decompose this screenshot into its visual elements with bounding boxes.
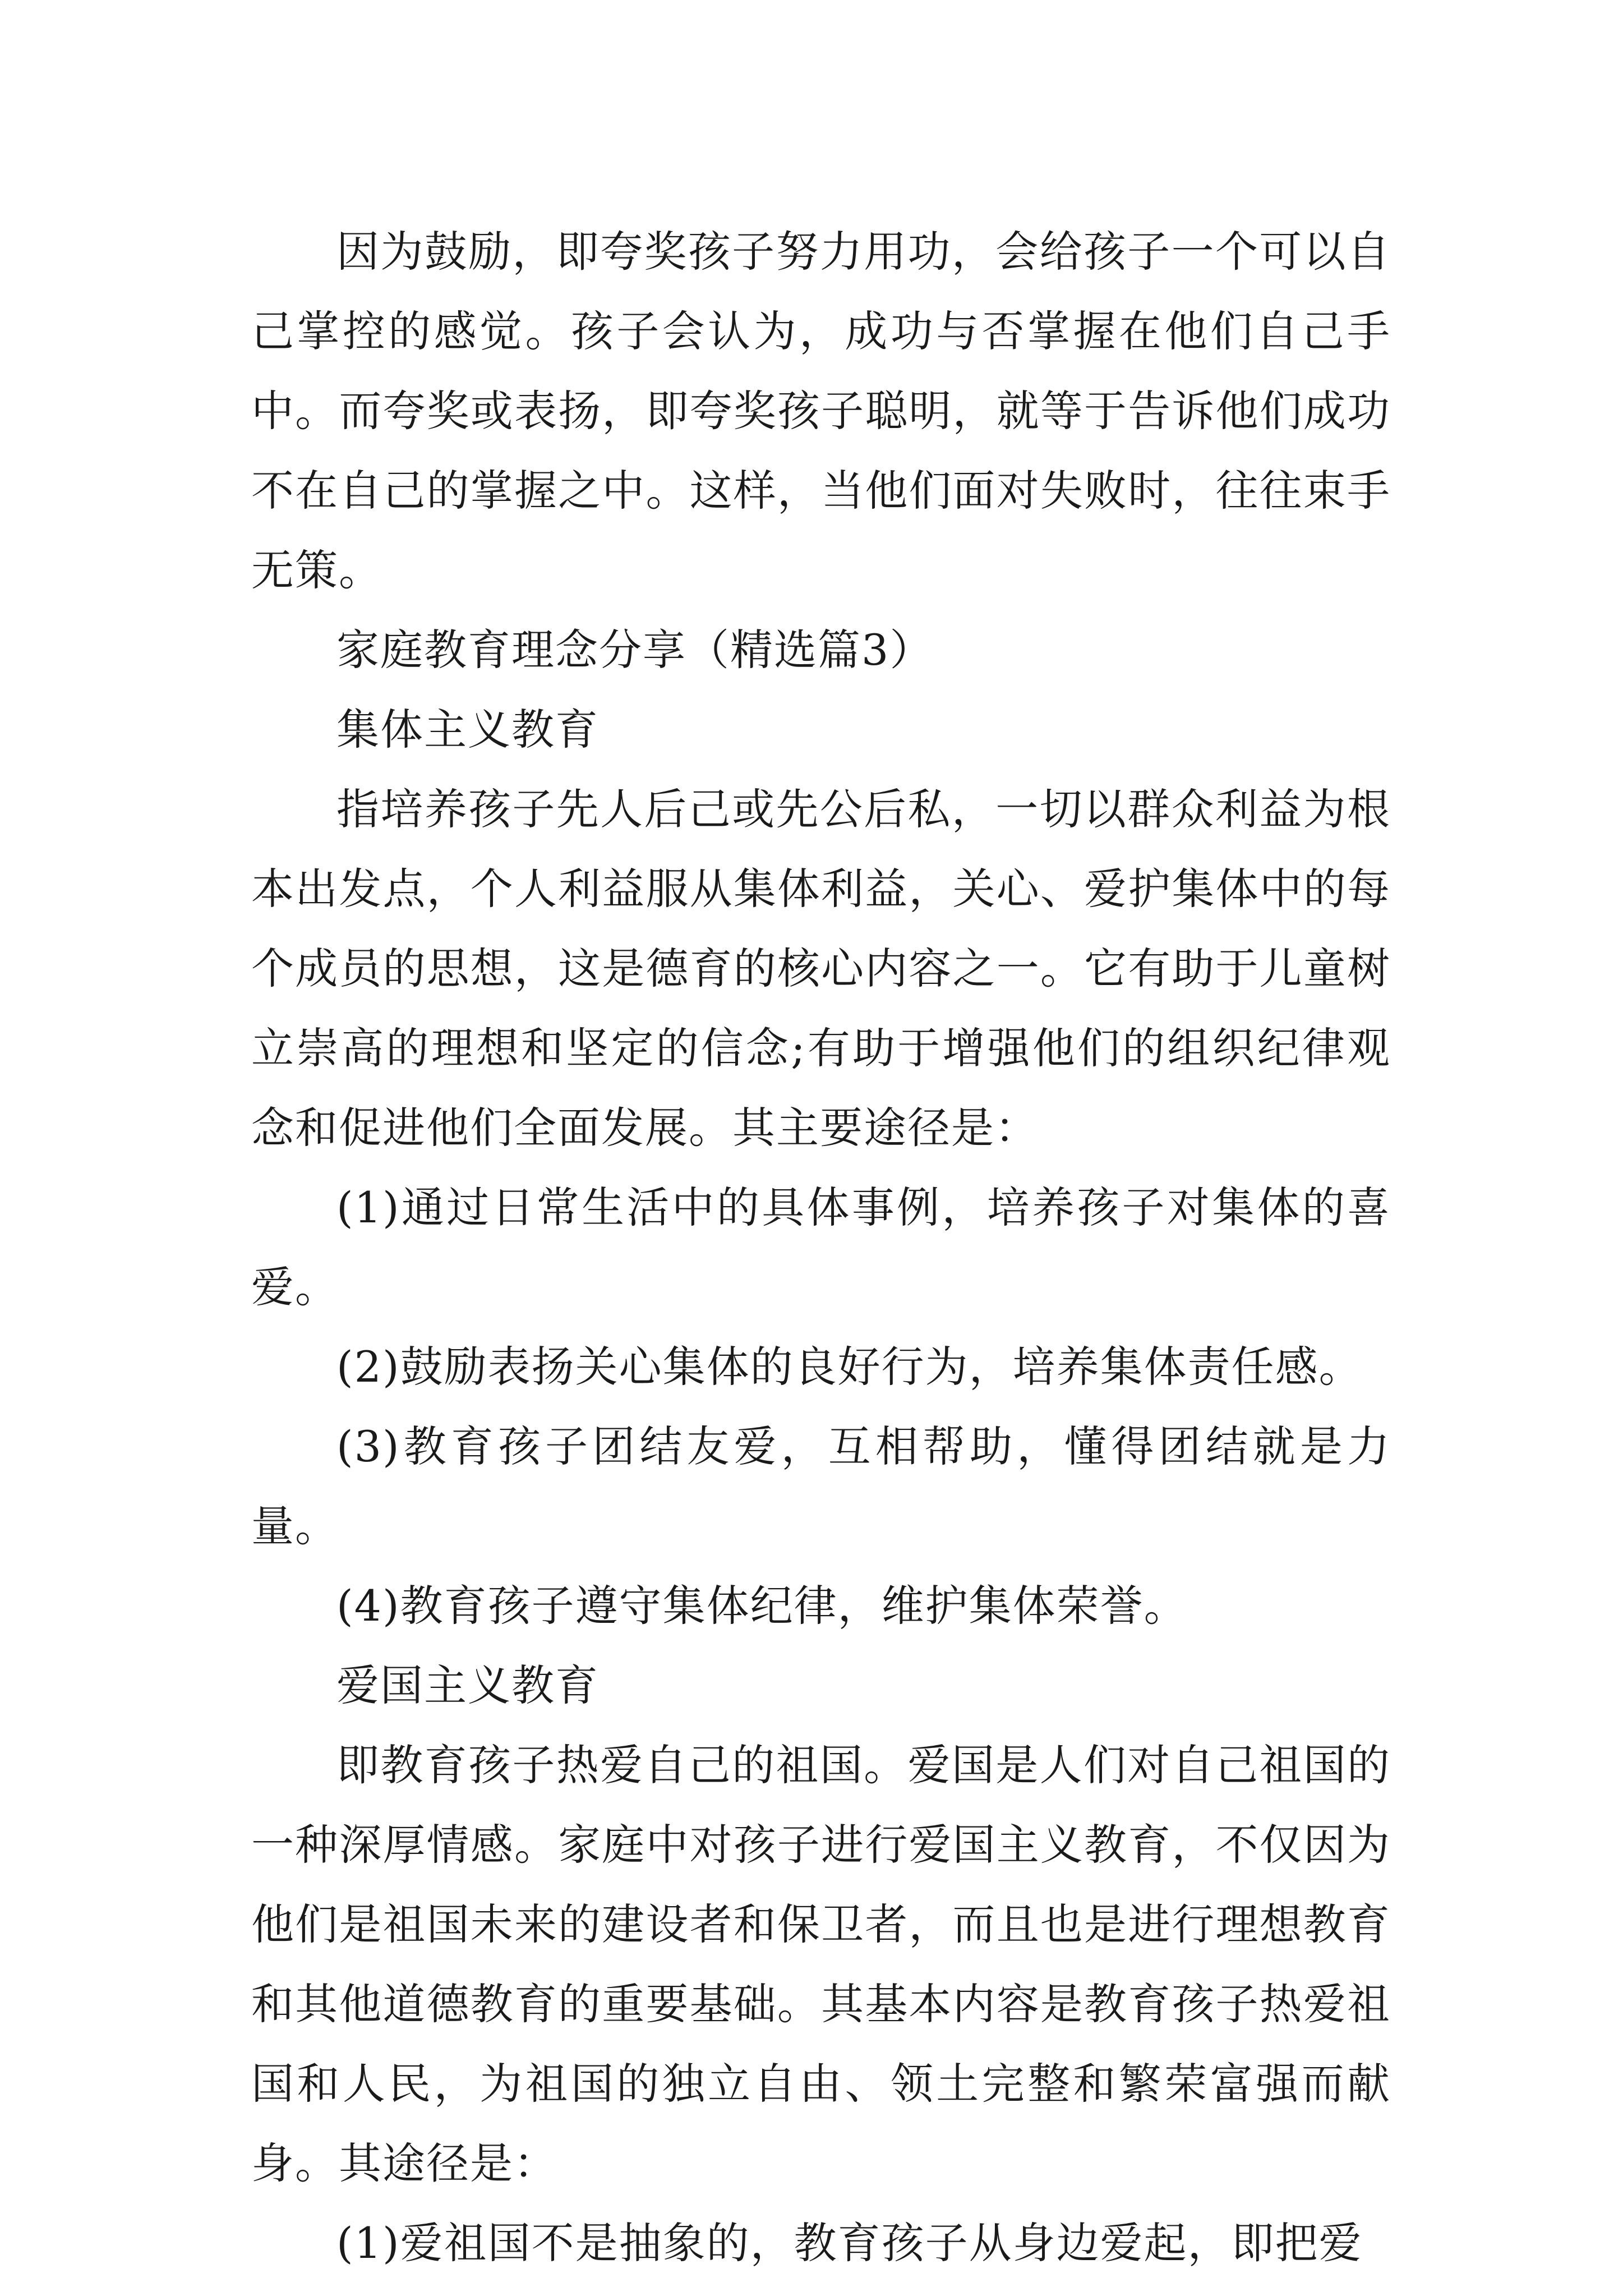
- document-body: [251, 212, 1391, 2283]
- subheading-patriotism: 爱国主义教育: [336, 1660, 599, 1710]
- patriotism-item-1: (1)爱祖国不是抽象的，教育孩子从身边爱起，即把爱: [336, 2218, 1363, 2268]
- paragraph-encouragement: 因为鼓励，即夸奖孩子努力用功，会给孩子一个可以自己掌控的感觉。孩子会认为，成功与否掌握在他们自己手中。而夸奖或表扬，即夸奖孩子聪明，就等于告诉他们成功不在自己的掌握之中。这样，当他们面对失败时，往往束手无策。: [251, 227, 1391, 595]
- paragraph-collectivism: 指培养孩子先人后己或先公后私，一切以群众利益为根本出发点，个人利益服从集体利益，关心、爱护集体中的每个成员的思想，这是德育的核心内容之一。它有助于儿童树立崇高的理想和坚定的信念;有助于增强他们的组织纪律观念和促进他们全面发展。其主要途径是：: [251, 784, 1391, 1153]
- section-title: 家庭教育理念分享（精选篇3）: [336, 625, 934, 675]
- collectivism-item-1: (1)通过日常生活中的具体事例，培养孩子对集体的喜爱。: [251, 1182, 1391, 1312]
- subheading-collectivism: 集体主义教育: [336, 705, 599, 754]
- collectivism-item-2: (2)鼓励表扬关心集体的良好行为，培养集体责任感。: [336, 1342, 1363, 1392]
- collectivism-item-4: (4)教育孩子遵守集体纪律，维护集体荣誉。: [336, 1581, 1188, 1631]
- collectivism-item-3: (3)教育孩子团结友爱，互相帮助，懂得团结就是力量。: [251, 1421, 1391, 1551]
- paragraph-patriotism: 即教育孩子热爱自己的祖国。爱国是人们对自己祖国的一种深厚情感。家庭中对孩子进行爱国主义教育，不仅因为他们是祖国未来的建设者和保卫者，而且也是进行理想教育和其他道德教育的重要基础。其基本内容是教育孩子热爱祖国和人民，为祖国的独立自由、领土完整和繁荣富强而献身。其途径是：: [251, 1740, 1391, 2188]
